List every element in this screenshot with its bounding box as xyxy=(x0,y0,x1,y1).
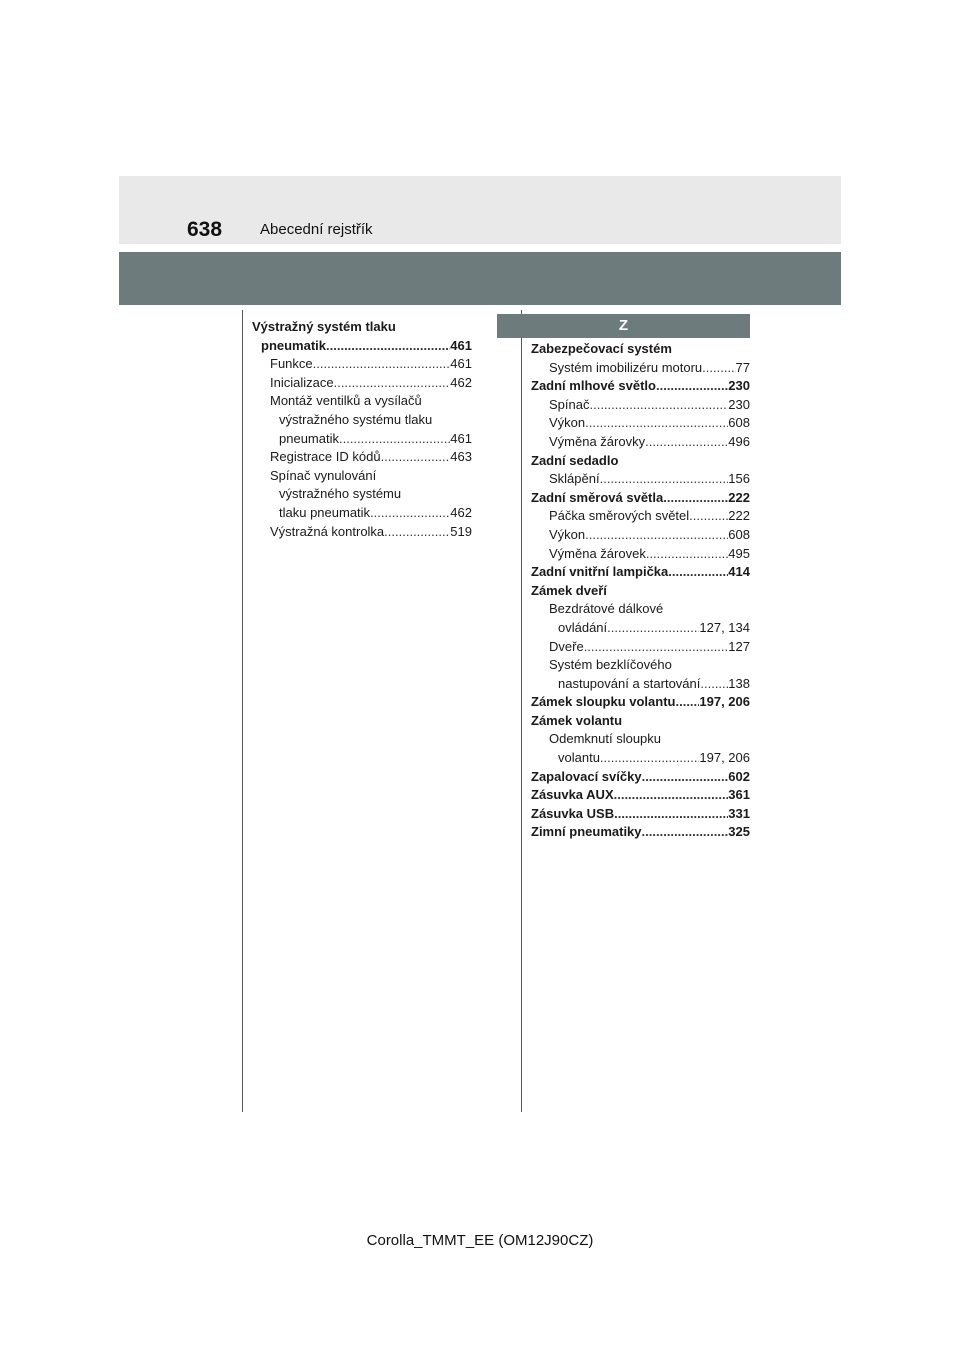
index-entry[interactable] xyxy=(531,359,750,378)
index-entry[interactable] xyxy=(531,396,750,415)
entry-page-numbers[interactable]: 127 xyxy=(728,638,750,654)
entry-page-numbers[interactable]: 519 xyxy=(450,523,472,539)
entry-page-numbers[interactable]: 414 xyxy=(728,564,750,580)
entry-label: tlaku pneumatik xyxy=(279,504,371,520)
entry-label: Registrace ID kódů xyxy=(270,449,381,465)
entry-page-numbers[interactable]: 222 xyxy=(728,508,750,524)
entry-page-numbers[interactable]: 197, 206 xyxy=(699,694,750,710)
document-footer: Corolla_TMMT_EE (OM12J90CZ) xyxy=(366,1232,594,1249)
index-entry-heading: výstražného systému xyxy=(279,486,402,502)
entry-page-numbers[interactable]: 608 xyxy=(728,526,750,542)
dot-leader xyxy=(614,805,728,824)
entry-label: Sklápění xyxy=(549,471,600,487)
entry-page-numbers[interactable]: 463 xyxy=(450,449,472,465)
entry-label: Zámek sloupku volantu xyxy=(531,694,676,710)
index-entry[interactable] xyxy=(531,414,750,433)
dot-leader xyxy=(334,374,451,393)
entry-label: ovládání xyxy=(558,619,608,635)
entry-page-numbers[interactable]: 230 xyxy=(728,396,750,412)
dot-leader xyxy=(326,337,450,356)
entry-page-numbers[interactable]: 462 xyxy=(450,374,472,390)
index-entry-heading: Spínač vynulování xyxy=(270,467,377,483)
left-column-divider xyxy=(242,310,243,1112)
entry-page-numbers[interactable]: 222 xyxy=(728,489,750,505)
entry-page-numbers[interactable]: 361 xyxy=(728,787,750,803)
index-entry[interactable] xyxy=(531,545,750,564)
entry-page-numbers[interactable]: 495 xyxy=(728,545,750,561)
entry-label: nastupování a startování xyxy=(558,675,701,691)
entry-label: Výkon xyxy=(549,526,586,542)
index-entry[interactable] xyxy=(531,638,750,657)
entry-label: Výměna žárovky xyxy=(549,433,646,449)
dot-leader xyxy=(663,489,728,508)
entry-label: Páčka směrových světel xyxy=(549,508,690,524)
entry-label: Spínač xyxy=(549,396,590,412)
dot-leader xyxy=(381,448,451,467)
index-entry[interactable] xyxy=(252,523,472,542)
index-entry[interactable] xyxy=(531,786,750,805)
dot-leader xyxy=(668,563,728,582)
dot-leader xyxy=(313,355,451,374)
entry-page-numbers[interactable]: 230 xyxy=(728,378,750,394)
dot-leader xyxy=(646,545,728,564)
index-entry[interactable] xyxy=(531,768,750,787)
entry-label: Inicializace xyxy=(270,374,334,390)
dot-leader xyxy=(384,523,450,542)
index-column-right xyxy=(531,340,750,842)
entry-page-numbers[interactable]: 608 xyxy=(728,415,750,431)
index-entry[interactable] xyxy=(531,693,750,712)
index-entry[interactable] xyxy=(531,433,750,452)
entry-label: volantu xyxy=(558,750,600,766)
entry-label: Zadní směrová světla xyxy=(531,489,664,505)
dot-leader xyxy=(656,377,728,396)
entry-page-numbers[interactable]: 461 xyxy=(450,356,472,372)
dot-leader xyxy=(585,414,728,433)
index-entry[interactable] xyxy=(252,355,472,374)
index-entry[interactable] xyxy=(252,448,472,467)
header-dark-band xyxy=(119,252,841,305)
index-entry-heading: Bezdrátové dálkové xyxy=(549,601,664,617)
entry-label: pneumatik xyxy=(279,430,339,446)
entry-page-numbers[interactable]: 496 xyxy=(728,433,750,449)
dot-leader xyxy=(689,507,728,526)
entry-label: pneumatik xyxy=(261,337,327,353)
index-entry[interactable] xyxy=(252,374,472,393)
index-entry[interactable] xyxy=(531,675,750,694)
index-entry[interactable] xyxy=(531,749,750,768)
entry-label: Systém imobilizéru motoru xyxy=(549,359,703,375)
dot-leader xyxy=(585,526,728,545)
entry-page-numbers[interactable]: 325 xyxy=(728,824,750,840)
entry-label: Zimní pneumatiky xyxy=(531,824,642,840)
index-entry-heading: Zámek volantu xyxy=(531,712,623,728)
index-entry-heading: Systém bezklíčového xyxy=(549,657,672,673)
dot-leader xyxy=(675,693,699,712)
dot-leader xyxy=(642,823,729,842)
index-entry[interactable] xyxy=(531,470,750,489)
dot-leader xyxy=(614,786,729,805)
entry-label: Zadní mlhové světlo xyxy=(531,378,656,394)
entry-page-numbers[interactable]: 197, 206 xyxy=(699,750,750,766)
dot-leader xyxy=(607,619,699,638)
entry-page-numbers[interactable]: 138 xyxy=(728,675,750,691)
entry-label: Výměna žárovek xyxy=(549,545,646,561)
entry-label: Dveře xyxy=(549,638,584,654)
dot-leader xyxy=(642,768,729,787)
entry-label: Výstražná kontrolka xyxy=(270,523,385,539)
entry-page-numbers[interactable]: 462 xyxy=(450,504,472,520)
index-entry-heading: Výstražný systém tlaku xyxy=(252,319,396,334)
dot-leader xyxy=(700,675,728,694)
index-entry[interactable] xyxy=(531,619,750,638)
header-top-band xyxy=(119,176,841,244)
dot-leader xyxy=(370,504,450,523)
entry-page-numbers[interactable]: 127, 134 xyxy=(699,619,750,635)
index-column-left xyxy=(252,318,472,541)
entry-label: Zásuvka USB xyxy=(531,805,615,821)
index-entry-heading: Montáž ventilků a vysílačů xyxy=(270,393,422,409)
entry-label: Zapalovací svíčky xyxy=(531,768,642,784)
dot-leader xyxy=(702,359,735,378)
entry-page-numbers[interactable]: 461 xyxy=(450,337,472,353)
entry-page-numbers[interactable]: 602 xyxy=(728,768,750,784)
entry-label: Výkon xyxy=(549,415,586,431)
index-letter-heading: Z xyxy=(497,314,750,338)
index-entry-heading: Odemknutí sloupku xyxy=(549,731,662,747)
right-column-divider xyxy=(521,310,522,1112)
entry-page-numbers[interactable]: 461 xyxy=(450,430,472,446)
entry-label: Funkce xyxy=(270,356,313,372)
entry-page-numbers[interactable]: 77 xyxy=(735,359,750,375)
dot-leader xyxy=(589,396,728,415)
dot-leader xyxy=(339,430,450,449)
index-entry[interactable] xyxy=(531,489,750,508)
index-entry[interactable] xyxy=(531,507,750,526)
entry-label: Zásuvka AUX xyxy=(531,787,614,803)
entry-label: Zadní vnitřní lampička xyxy=(531,564,669,580)
index-entry[interactable] xyxy=(252,504,472,523)
entry-page-numbers[interactable]: 331 xyxy=(728,805,750,821)
index-entry[interactable] xyxy=(531,563,750,582)
index-entry[interactable] xyxy=(531,526,750,545)
index-entry[interactable] xyxy=(531,823,750,842)
entry-page-numbers[interactable]: 156 xyxy=(728,471,750,487)
dot-leader xyxy=(600,470,729,489)
index-entry-heading: Zámek dveří xyxy=(531,582,607,598)
page-number: 638 xyxy=(187,218,223,241)
index-entry-heading: Zabezpečovací systém xyxy=(531,341,672,356)
dot-leader xyxy=(645,433,728,452)
index-entry[interactable] xyxy=(252,430,472,449)
dot-leader xyxy=(584,638,729,657)
section-title: Abecední rejstřík xyxy=(260,221,373,238)
index-entry-heading: výstražného systému tlaku xyxy=(279,411,433,427)
dot-leader xyxy=(600,749,699,768)
index-entry[interactable] xyxy=(531,377,750,396)
index-entry-heading: Zadní sedadlo xyxy=(531,452,619,468)
index-entry[interactable] xyxy=(252,337,472,356)
index-entry[interactable] xyxy=(531,805,750,824)
